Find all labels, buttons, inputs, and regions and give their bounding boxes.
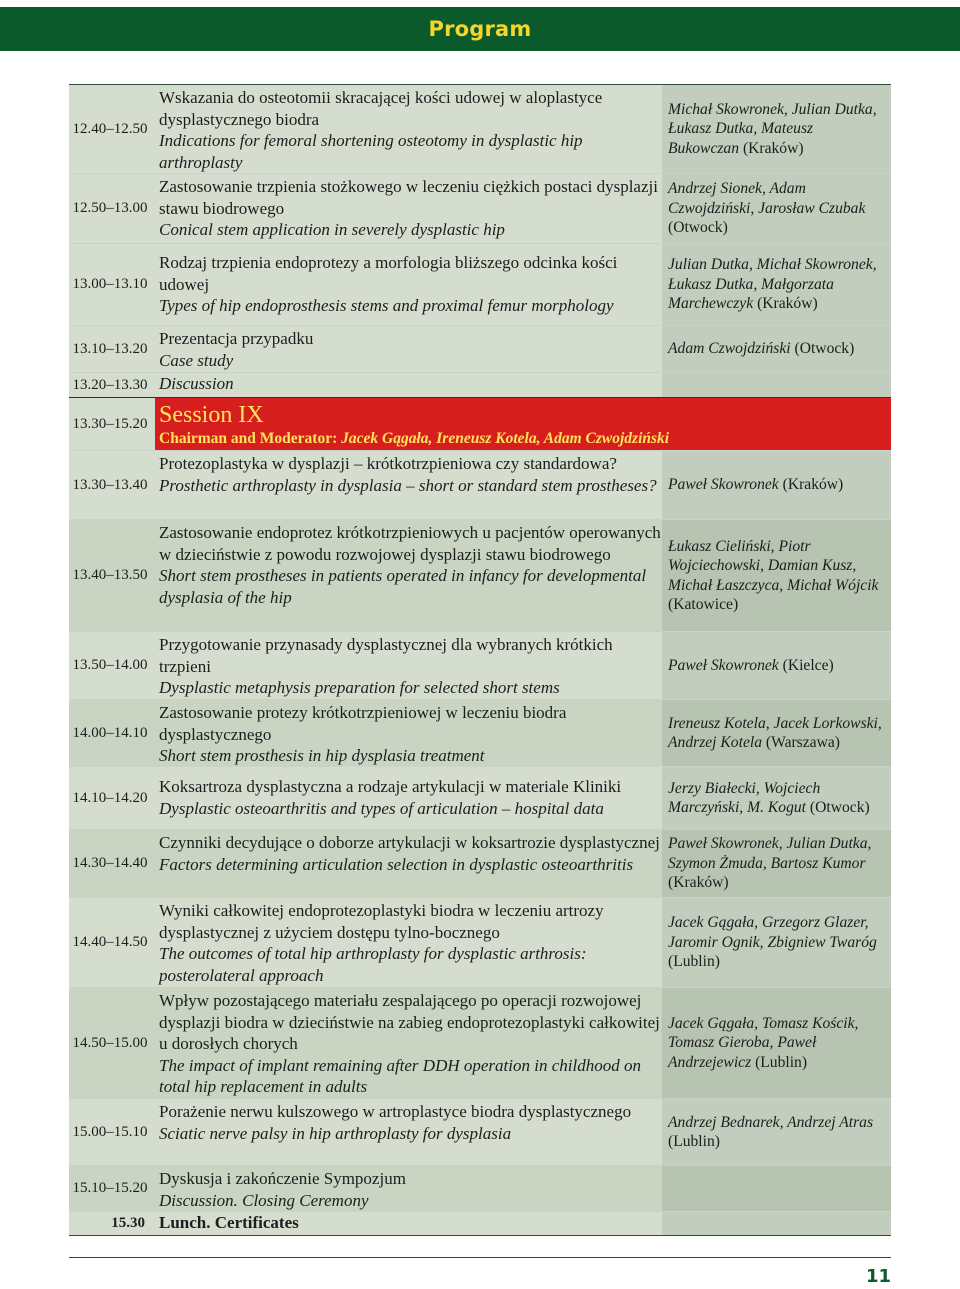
program-row bbox=[69, 987, 891, 1098]
time-slot: 13.20–13.30 bbox=[69, 373, 155, 397]
chair-label: Chairman and Moderator: bbox=[159, 430, 338, 447]
topic-polish: Przygotowanie przynasady dysplastycznej dla wybranych krótkich trzpieni bbox=[159, 635, 613, 676]
speakers bbox=[662, 898, 891, 987]
time-slot: 12.40–12.50 bbox=[69, 85, 155, 173]
program-row bbox=[69, 1098, 891, 1165]
topic-english: Dysplastic osteoarthritis and types of articulation – hospital data bbox=[159, 798, 604, 818]
speakers bbox=[662, 520, 891, 631]
program-row bbox=[69, 243, 891, 325]
speaker-location: (Kraków) bbox=[757, 295, 818, 313]
topic bbox=[155, 451, 662, 519]
topic bbox=[155, 1166, 662, 1211]
topic-polish: Zastosowanie protezy krótkotrzpieniowej w leczeniu biodra dysplastycznego bbox=[159, 703, 567, 744]
time-slot: 15.10–15.20 bbox=[69, 1166, 155, 1211]
time-slot: 14.10–14.20 bbox=[69, 767, 155, 829]
program-row bbox=[69, 631, 891, 699]
time-slot: 14.40–14.50 bbox=[69, 898, 155, 987]
topic bbox=[155, 326, 662, 372]
topic bbox=[155, 373, 662, 397]
program-row bbox=[69, 173, 891, 243]
program-table bbox=[69, 84, 891, 1236]
speaker-names: Paweł Skowronek, Julian Dutka, Szymon Żmuda, Bartosz Kumor bbox=[668, 835, 872, 872]
speaker-location: (Kraków) bbox=[668, 874, 729, 892]
topic bbox=[155, 174, 662, 243]
speaker-location: (Otwock) bbox=[809, 799, 870, 816]
topic-english: Sciatic nerve palsy in hip arthroplasty for dysplasia bbox=[159, 1123, 512, 1143]
program-row bbox=[69, 897, 891, 987]
speaker-location: (Warszawa) bbox=[765, 734, 840, 751]
session-box bbox=[155, 398, 891, 450]
speaker-location: (Lublin) bbox=[668, 953, 720, 971]
speaker-names: Jacek Gągała, Grzegorz Glazer, Jaromir Ognik, Zbigniew Twaróg bbox=[668, 914, 877, 951]
topic-english: Prosthetic arthroplasty in dysplasia – short or standard stem prostheses? bbox=[159, 475, 657, 495]
topic bbox=[155, 767, 662, 829]
speaker-location: (Katowice) bbox=[668, 596, 739, 613]
topic-english: Short stem prostheses in patients operated in infancy for developmental dysplasia of the hip bbox=[159, 566, 647, 607]
time-slot: 14.50–15.00 bbox=[69, 988, 155, 1098]
time-slot: 13.30–13.40 bbox=[69, 451, 155, 519]
topic-english: Types of hip endoprosthesis stems and proximal femur morphology bbox=[159, 296, 614, 316]
topic bbox=[155, 632, 662, 699]
topic-polish: Wskazania do osteotomii skracającej kości udowej w aloplastyce dysplastycznego biodra bbox=[159, 88, 603, 129]
speaker-location: (Lublin) bbox=[668, 1133, 720, 1150]
program-row bbox=[69, 450, 891, 519]
speaker-names: Jerzy Białecki, Wojciech Marczyński, M. Kogut bbox=[668, 779, 821, 816]
topic bbox=[155, 520, 662, 631]
header-bar bbox=[0, 7, 960, 51]
topic bbox=[155, 988, 662, 1098]
topic bbox=[155, 898, 662, 987]
program-row bbox=[69, 766, 891, 829]
time-slot: 13.30–15.20 bbox=[69, 398, 155, 450]
speaker-location: (Kielce) bbox=[782, 656, 834, 674]
topic-english: Short stem prosthesis in hip dysplasia treatment bbox=[159, 746, 485, 766]
speaker-location: (Kraków) bbox=[782, 476, 844, 494]
topic-polish: Protezoplastyka w dysplazji – krótkotrzpieniowa czy standardowa? bbox=[159, 454, 617, 473]
speaker-names: Andrzej Bednarek, Andrzej Atras bbox=[668, 1113, 874, 1131]
speaker-names: Adam Czwojdziński bbox=[668, 340, 791, 358]
speaker-location: (Otwock) bbox=[668, 219, 728, 237]
topic bbox=[155, 700, 662, 766]
time-slot: 14.30–14.40 bbox=[69, 830, 155, 897]
topic-english: Conical stem application in severely dysplastic hip bbox=[159, 220, 505, 240]
speakers bbox=[662, 700, 891, 766]
program-row bbox=[69, 325, 891, 372]
topic-english: Factors determining articulation selection in dysplastic osteoarthritis bbox=[159, 854, 634, 874]
speaker-location: (Lublin) bbox=[755, 1053, 808, 1071]
time-slot: 14.00–14.10 bbox=[69, 700, 155, 766]
speakers bbox=[662, 988, 891, 1098]
topic bbox=[155, 830, 662, 897]
speaker-names: Jacek Gągała, Tomasz Kościk, Tomasz Gieroba, Paweł Andrzejewicz bbox=[668, 1014, 859, 1071]
topic bbox=[155, 1099, 662, 1165]
chair-names: Jacek Gągała, Ireneusz Kotela, Adam Czwojdziński bbox=[341, 430, 670, 447]
page-title: Program bbox=[428, 17, 532, 41]
speaker-names: Paweł Skowronek bbox=[668, 476, 779, 494]
lunch-row bbox=[69, 1211, 891, 1236]
speakers bbox=[662, 1212, 891, 1235]
speaker-location: (Otwock) bbox=[794, 340, 855, 358]
topic-polish: Zastosowanie endoprotez krótkotrzpieniowych u pacjentów operowanych w dzieciństwie z powodu rozwojowej dysplazji stawu biodrowego bbox=[159, 523, 661, 564]
speaker-names: Łukasz Cieliński, Piotr Wojciechowski, Damian Kusz, Michał Łaszczyca, Michał Wójcik bbox=[668, 537, 879, 594]
speakers bbox=[662, 1166, 891, 1211]
topic-english: The impact of implant remaining after DDH operation in childhood on total hip replacement in adults bbox=[159, 1055, 641, 1097]
topic-english: Case study bbox=[159, 350, 234, 370]
topic-polish: Porażenie nerwu kulszowego w artroplastyce biodra dysplastycznego bbox=[159, 1102, 632, 1121]
speaker-names: Paweł Skowronek bbox=[668, 656, 779, 674]
speakers bbox=[662, 326, 891, 372]
time-slot: 13.00–13.10 bbox=[69, 244, 155, 325]
time-slot: 15.00–15.10 bbox=[69, 1099, 155, 1165]
page-number: 11 bbox=[865, 1266, 891, 1287]
session-header-row bbox=[69, 397, 891, 450]
topic-english: Discussion bbox=[159, 374, 234, 393]
topic-polish: Czynniki decydujące o doborze artykulacji w koksartrozie dysplastycznej bbox=[159, 833, 660, 852]
speaker-names: Julian Dutka, Michał Skowronek, Łukasz Dutka, Małgorzata Marchewczyk bbox=[668, 256, 877, 313]
topic-english: The outcomes of total hip arthroplasty for dysplastic arthrosis: posterolateral approach bbox=[159, 944, 587, 985]
topic-english: Dysplastic metaphysis preparation for selected short stems bbox=[159, 678, 560, 698]
program-row bbox=[69, 372, 891, 397]
time-slot: 12.50–13.00 bbox=[69, 174, 155, 243]
lunch-text: Lunch. Certificates bbox=[155, 1212, 662, 1235]
program-row bbox=[69, 699, 891, 766]
topic-polish: Dyskusja i zakończenie Sympozjum bbox=[159, 1169, 406, 1188]
speaker-names: Michał Skowronek, Julian Dutka, Łukasz Dutka, Mateusz Bukowczan bbox=[668, 100, 877, 157]
time-slot: 13.50–14.00 bbox=[69, 632, 155, 699]
topic-english: Indications for femoral shortening osteotomy in dysplastic hip arthroplasty bbox=[159, 131, 583, 172]
topic-polish: Wyniki całkowitej endoprotezoplastyki biodra w leczeniu artrozy dysplastycznej z użyciem dostępu tylno-bocznego bbox=[159, 901, 604, 942]
speaker-names: Andrzej Sionek, Adam Czwojdziński, Jarosław Czubak bbox=[668, 180, 866, 217]
footer-divider bbox=[69, 1257, 891, 1258]
topic-english: Discussion. Closing Ceremony bbox=[159, 1190, 369, 1210]
speakers bbox=[662, 830, 891, 897]
speakers bbox=[662, 451, 891, 519]
topic-polish: Rodzaj trzpienia endoprotezy a morfologia bliższego odcinka kości udowej bbox=[159, 253, 618, 294]
speakers bbox=[662, 1099, 891, 1165]
time-slot: 15.30 bbox=[69, 1212, 155, 1235]
speakers bbox=[662, 244, 891, 325]
session-chairs bbox=[159, 428, 891, 449]
speaker-names: Ireneusz Kotela, Jacek Lorkowski, Andrzej Kotela bbox=[668, 714, 882, 751]
topic-polish: Koksartroza dysplastyczna a rodzaje artykulacji w materiale Kliniki bbox=[159, 777, 622, 796]
topic-polish: Prezentacja przypadku bbox=[159, 329, 314, 348]
speakers bbox=[662, 174, 891, 243]
speakers bbox=[662, 767, 891, 829]
program-row bbox=[69, 1165, 891, 1211]
topic-polish: Zastosowanie trzpienia stożkowego w leczeniu ciężkich postaci dysplazji stawu biodrowego bbox=[159, 177, 658, 218]
topic bbox=[155, 244, 662, 325]
time-slot: 13.40–13.50 bbox=[69, 520, 155, 631]
session-title: Session IX bbox=[159, 402, 264, 428]
topic-polish: Wpływ pozostającego materiału zespalającego po operacji rozwojowej dysplazji biodra w dzieciństwie na zabieg endoprotezoplastyki całkowitej u dorosłych chorych bbox=[159, 991, 660, 1054]
program-row bbox=[69, 829, 891, 897]
topic bbox=[155, 85, 662, 173]
speaker-location: (Kraków) bbox=[742, 139, 804, 157]
speakers bbox=[662, 85, 891, 173]
speakers bbox=[662, 632, 891, 699]
program-row bbox=[69, 84, 891, 173]
time-slot: 13.10–13.20 bbox=[69, 326, 155, 372]
speakers bbox=[662, 373, 891, 397]
program-row bbox=[69, 519, 891, 631]
